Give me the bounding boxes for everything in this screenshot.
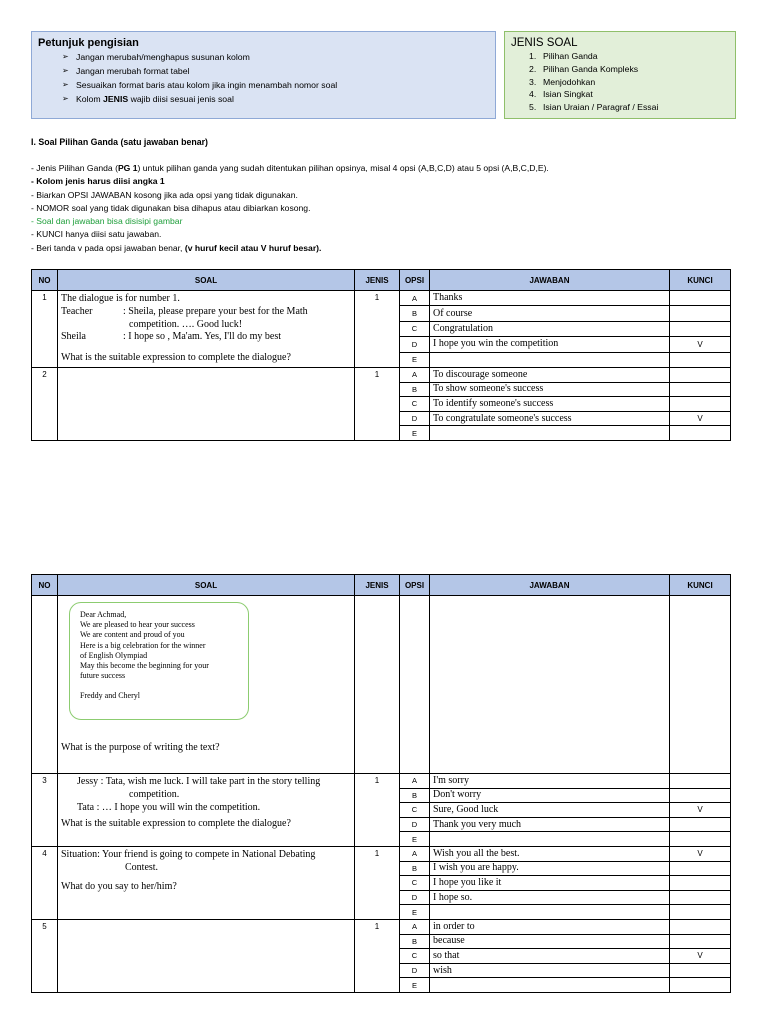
- answer-key: [670, 934, 731, 949]
- opsi-letter: A: [400, 774, 430, 789]
- answer-option: [430, 352, 670, 367]
- answer-option: To discourage someone: [430, 367, 670, 382]
- answer-option: To identify someone's success: [430, 397, 670, 412]
- table-row: [32, 596, 731, 774]
- answer-key: [670, 367, 731, 382]
- item-number: 1.: [529, 51, 537, 61]
- question-type: [355, 596, 400, 774]
- answer-key: [670, 774, 731, 789]
- answer-option: [430, 832, 670, 847]
- answer-key: [670, 426, 731, 441]
- header-row: [32, 270, 731, 291]
- item-label: Isian Uraian / Paragraf / Essai: [543, 102, 659, 113]
- answer-key: V: [670, 411, 731, 426]
- opsi-letter: B: [400, 861, 430, 876]
- opsi-letter: A: [400, 919, 430, 934]
- question-text: [58, 919, 355, 992]
- opsi-letter: A: [400, 291, 430, 306]
- answer-key: [670, 788, 731, 803]
- soal-line: What is the suitable expression to complete the dialogue?: [61, 818, 291, 830]
- rule-line: - KUNCI hanya diisi satu jawaban.: [31, 229, 162, 240]
- answer-key: [670, 352, 731, 367]
- jenis-soal-list: [529, 50, 729, 114]
- header-jawaban: JAWABAN: [430, 270, 670, 291]
- opsi-letter: E: [400, 426, 430, 441]
- jenis-soal-item: [529, 63, 729, 76]
- speech: : I hope so , Ma'am. Yes, I'll do my best: [123, 331, 282, 343]
- header-jenis: JENIS: [355, 575, 400, 596]
- item-label: Pilihan Ganda Kompleks: [543, 63, 639, 74]
- answer-option: Don't worry: [430, 788, 670, 803]
- opsi-letter: D: [400, 817, 430, 832]
- petunjuk-item: ➢ Jangan merubah format tabel: [62, 64, 489, 78]
- rule-line: - Beri tanda v pada opsi jawaban benar, (v huruf kecil atau V huruf besar).: [31, 242, 322, 253]
- jenis-soal-box: [504, 31, 736, 119]
- answer-option: I wish you are happy.: [430, 861, 670, 876]
- opsi-letter: C: [400, 949, 430, 964]
- question-number: 1: [32, 291, 58, 368]
- question-type: 1: [355, 919, 400, 992]
- dialogue-line: [61, 331, 351, 344]
- opsi-letter: E: [400, 978, 430, 993]
- opsi-letter: C: [400, 803, 430, 818]
- header-jenis: JENIS: [355, 270, 400, 291]
- opsi-letter: E: [400, 832, 430, 847]
- item-number: 2.: [529, 63, 537, 74]
- answer-key: [670, 306, 731, 321]
- answer-option: Thanks: [430, 291, 670, 306]
- letter-signature: Freddy and Cheryl: [80, 691, 140, 701]
- letter-line: May this become the beginning for your: [80, 661, 209, 671]
- answer-key: [670, 382, 731, 397]
- opsi-letter: C: [400, 876, 430, 891]
- opsi-letter: B: [400, 934, 430, 949]
- speech: : Sheila, please prepare your best for the Math: [123, 305, 308, 317]
- jenis-soal-item: [529, 101, 729, 114]
- item-number: 3.: [529, 76, 537, 87]
- soal-line: What do you say to her/him?: [61, 880, 177, 892]
- letter-line: We are content and proud of you: [80, 630, 185, 640]
- answer-key: [670, 291, 731, 306]
- jenis-soal-item: [529, 50, 729, 63]
- answer-key: V: [670, 337, 731, 352]
- table-row: [32, 919, 731, 934]
- answer-option: Wish you all the best.: [430, 846, 670, 861]
- question-type: 1: [355, 774, 400, 847]
- rules-list: [31, 162, 549, 255]
- header-opsi: OPSI: [400, 270, 430, 291]
- opsi-letter: C: [400, 397, 430, 412]
- header-no: NO: [32, 575, 58, 596]
- answer-key: [670, 978, 731, 993]
- rule-line: - Biarkan OPSI JAWABAN kosong jika ada opsi yang tidak digunakan.: [31, 189, 298, 200]
- header-jawaban: JAWABAN: [430, 575, 670, 596]
- soal-line: Tata : … I hope you will win the competition.: [77, 801, 261, 813]
- item-label: Menjodohkan: [543, 76, 596, 87]
- question-text: [58, 367, 355, 440]
- opsi-letter: B: [400, 382, 430, 397]
- header-soal: SOAL: [58, 575, 355, 596]
- answer-option: [430, 978, 670, 993]
- question-5: [32, 919, 731, 992]
- question-3: [32, 774, 731, 847]
- opsi-letter: C: [400, 321, 430, 336]
- opsi-letter: D: [400, 890, 430, 905]
- letter-line: We are pleased to hear your success: [80, 620, 195, 630]
- question-number: 2: [32, 367, 58, 440]
- petunjuk-list: [62, 50, 489, 106]
- speaker: Teacher: [61, 305, 93, 317]
- opsi-letter: E: [400, 352, 430, 367]
- answer-key: [670, 876, 731, 891]
- question-text: [58, 596, 355, 774]
- header-kunci: KUNCI: [670, 270, 731, 291]
- answer-option: [430, 426, 670, 441]
- answer-key: [670, 963, 731, 978]
- soal-line: Contest.: [125, 861, 159, 873]
- rule-line: - NOMOR soal yang tidak digunakan bisa dihapus atau dibiarkan kosong.: [31, 202, 311, 213]
- answer-option: I hope you like it: [430, 876, 670, 891]
- question-prompt: What is the purpose of writing the text?: [61, 742, 220, 753]
- question-number: 3: [32, 774, 58, 847]
- question-table-1: [31, 269, 731, 441]
- soal-line: The dialogue is for number 1.: [61, 293, 180, 304]
- answer-key: [670, 861, 731, 876]
- answer-key: V: [670, 949, 731, 964]
- petunjuk-title: Petunjuk pengisian: [38, 37, 139, 49]
- rule-line: - Jenis Pilihan Ganda (PG 1) untuk pilihan ganda yang sudah ditentukan pilihan opsinya, misal 4 opsi (A,B,C,D) atau 5 opsi (A,B,C,D,E).: [31, 163, 549, 173]
- question-letter: [32, 596, 731, 774]
- answer-key: [670, 321, 731, 336]
- question-text: [58, 846, 355, 919]
- answer-key: [670, 832, 731, 847]
- petunjuk-box: [31, 31, 496, 119]
- jenis-soal-title: JENIS SOAL: [511, 37, 578, 49]
- answer-key: [670, 919, 731, 934]
- answer-option: Sure, Good luck: [430, 803, 670, 818]
- answer-option: Of course: [430, 306, 670, 321]
- question-4: [32, 846, 731, 919]
- letter-line: future success: [80, 671, 126, 681]
- item-label: Isian Singkat: [543, 89, 593, 100]
- question-type: 1: [355, 291, 400, 368]
- header-no: NO: [32, 270, 58, 291]
- opsi-letter: E: [400, 905, 430, 920]
- petunjuk-item: [62, 92, 489, 106]
- jenis-soal-item: [529, 76, 729, 89]
- answer-option: I hope you win the competition: [430, 337, 670, 352]
- answer-cell: [430, 596, 670, 774]
- opsi-letter: A: [400, 367, 430, 382]
- answer-option: wish: [430, 963, 670, 978]
- item-number: 4.: [529, 89, 537, 100]
- question-type: 1: [355, 846, 400, 919]
- question-1: [32, 291, 731, 368]
- soal-line: competition. …. Good luck!: [129, 318, 243, 330]
- letter-card: [69, 602, 249, 720]
- answer-option: Thank you very much: [430, 817, 670, 832]
- answer-option: I'm sorry: [430, 774, 670, 789]
- answer-option: Congratulation: [430, 321, 670, 336]
- letter-line: Here is a big celebration for the winner: [80, 640, 206, 650]
- soal-line: What is the suitable expression to complete the dialogue?: [61, 352, 291, 364]
- petunjuk-item: ➢ Jangan merubah/menghapus susunan kolom: [62, 50, 489, 64]
- header-soal: SOAL: [58, 270, 355, 291]
- table-row: [32, 367, 731, 382]
- section-title: [31, 137, 208, 147]
- question-text: [58, 291, 355, 368]
- opsi-letter: A: [400, 846, 430, 861]
- jenis-soal-item: [529, 88, 729, 101]
- answer-option: in order to: [430, 919, 670, 934]
- opsi-letter: B: [400, 788, 430, 803]
- item-number: 5.: [529, 102, 537, 113]
- opsi-cell: [400, 596, 430, 774]
- petunjuk-item-text: Kolom JENIS wajib diisi sesuai jenis soal: [76, 94, 234, 104]
- opsi-letter: B: [400, 306, 430, 321]
- section-title-text: I. Soal Pilihan Ganda (satu jawaban benar): [31, 137, 208, 147]
- opsi-letter: D: [400, 411, 430, 426]
- table-row: [32, 846, 731, 861]
- answer-option: To show someone's success: [430, 382, 670, 397]
- letter-greeting: Dear Achmad,: [80, 610, 127, 619]
- kunci-cell: [670, 596, 731, 774]
- letter-line: of English Olympiad: [80, 650, 148, 660]
- answer-option: To congratulate someone's success: [430, 411, 670, 426]
- table-row: [32, 774, 731, 789]
- answer-key: V: [670, 846, 731, 861]
- answer-key: [670, 817, 731, 832]
- answer-key: V: [670, 803, 731, 818]
- speaker: Sheila: [61, 331, 86, 343]
- rule-line: - Soal dan jawaban bisa disisipi gambar: [31, 216, 183, 227]
- rule-line: - Kolom jenis harus diisi angka 1: [31, 176, 165, 187]
- soal-line: competition.: [129, 788, 180, 800]
- answer-option: because: [430, 934, 670, 949]
- question-table-2: [31, 574, 731, 993]
- opsi-letter: D: [400, 963, 430, 978]
- question-number: [32, 596, 58, 774]
- answer-option: so that: [430, 949, 670, 964]
- question-2: [32, 367, 731, 440]
- petunjuk-item: ➢ Sesuaikan format baris atau kolom jika ingin menambah nomor soal: [62, 78, 489, 92]
- opsi-letter: D: [400, 337, 430, 352]
- answer-option: [430, 905, 670, 920]
- header-kunci: KUNCI: [670, 575, 731, 596]
- soal-line: Jessy : Tata, wish me luck. I will take part in the story telling: [77, 776, 321, 787]
- question-number: 4: [32, 846, 58, 919]
- table-row: [32, 291, 731, 306]
- question-number: 5: [32, 919, 58, 992]
- answer-option: I hope so.: [430, 890, 670, 905]
- answer-key: [670, 397, 731, 412]
- item-label: Pilihan Ganda: [543, 51, 598, 61]
- question-text: [58, 774, 355, 847]
- header-row: [32, 575, 731, 596]
- dialogue-line: [61, 306, 351, 319]
- question-type: 1: [355, 367, 400, 440]
- soal-line: Situation: Your friend is going to compete in National Debating: [61, 848, 316, 860]
- answer-key: [670, 890, 731, 905]
- header-opsi: OPSI: [400, 575, 430, 596]
- answer-key: [670, 905, 731, 920]
